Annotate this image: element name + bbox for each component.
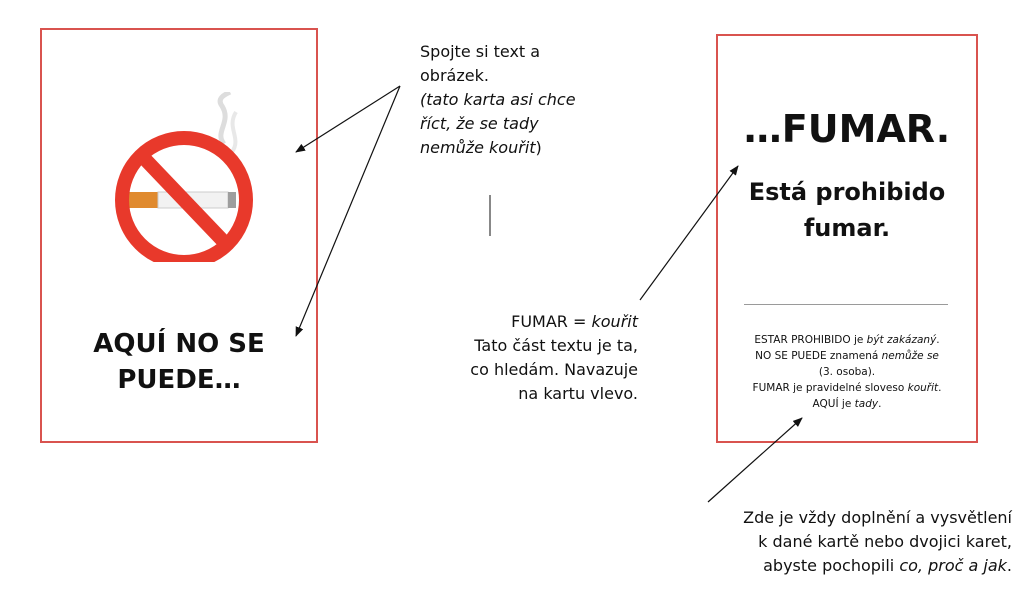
annotation-middle-line-4: na kartu vlevo. xyxy=(518,384,638,403)
no-smoking-icon xyxy=(104,92,264,262)
card-note-5-em: tady xyxy=(854,398,879,410)
card-note-4 xyxy=(722,380,972,396)
card-note-3 xyxy=(722,364,972,380)
annotation-bottom-line-3-pre: abyste pochopili xyxy=(763,556,900,575)
annotation-middle-line-1-pre: FUMAR = xyxy=(511,312,592,331)
annotation-middle-line-2: Tato část textu je ta, xyxy=(474,336,638,355)
annotation-top-line-1: Spojte si text a xyxy=(420,42,541,61)
card-left-line-2: PUEDE… xyxy=(117,365,241,395)
card-note-5-post: . xyxy=(878,398,882,410)
card-divider xyxy=(744,304,948,305)
annotation-top-line-2: obrázek. xyxy=(420,66,489,85)
card-right-subtitle-line-2: fumar. xyxy=(803,214,891,242)
annotation-top xyxy=(420,40,630,160)
annotation-middle xyxy=(420,310,638,406)
card-right-title: …FUMAR. xyxy=(743,107,951,151)
card-note-2 xyxy=(722,348,972,364)
annotation-middle-line-3: co hledám. Navazuje xyxy=(470,360,638,379)
annotation-bottom-line-1: Zde je vždy doplnění a vysvětlení xyxy=(743,508,1012,527)
annotation-middle-line-1-em: kouřit xyxy=(591,312,638,331)
card-note-4-text: FUMAR je pravidelné sloveso xyxy=(752,382,908,394)
annotation-bottom-line-2: k dané kartě nebo dvojici karet, xyxy=(758,532,1012,551)
card-right-notes xyxy=(722,332,972,412)
annotation-bottom-line-3-post: . xyxy=(1006,556,1012,575)
annotation-top-line-5-em: nemůže kouřit xyxy=(420,138,536,157)
card-right-subtitle xyxy=(726,174,968,246)
card-note-4-em: kouřit xyxy=(907,382,939,394)
annotation-top-line-5 xyxy=(420,136,630,160)
card-note-2-em: nemůže se xyxy=(881,350,939,362)
card-note-1-post: . xyxy=(936,334,940,346)
annotation-bottom-line-3-em: co, proč a jak xyxy=(899,556,1007,575)
annotation-bottom xyxy=(640,506,1012,578)
card-note-1 xyxy=(722,332,972,348)
card-note-5-text: AQUÍ je xyxy=(812,398,855,410)
card-note-3-text: (3. osoba). xyxy=(818,366,876,378)
annotation-bottom-line-3 xyxy=(640,554,1012,578)
card-note-2-text: NO SE PUEDE znamená xyxy=(755,350,882,362)
annotation-top-line-3: (tato karta asi chce xyxy=(420,90,576,109)
annotation-middle-line-1 xyxy=(420,310,638,334)
card-left-text xyxy=(42,326,316,398)
card-note-5 xyxy=(722,396,972,412)
card-left-line-1: AQUÍ NO SE xyxy=(93,329,265,359)
annotation-top-line-4: říct, že se tady xyxy=(420,114,539,133)
card-note-1-text: ESTAR PROHIBIDO je xyxy=(754,334,867,346)
card-left xyxy=(40,28,318,443)
card-right xyxy=(716,34,978,443)
card-right-subtitle-line-1: Está prohibido xyxy=(748,178,946,206)
card-note-4-post: . xyxy=(938,382,942,394)
annotation-top-line-5-post: ) xyxy=(535,138,542,157)
card-note-1-em: být zakázaný xyxy=(866,334,937,346)
